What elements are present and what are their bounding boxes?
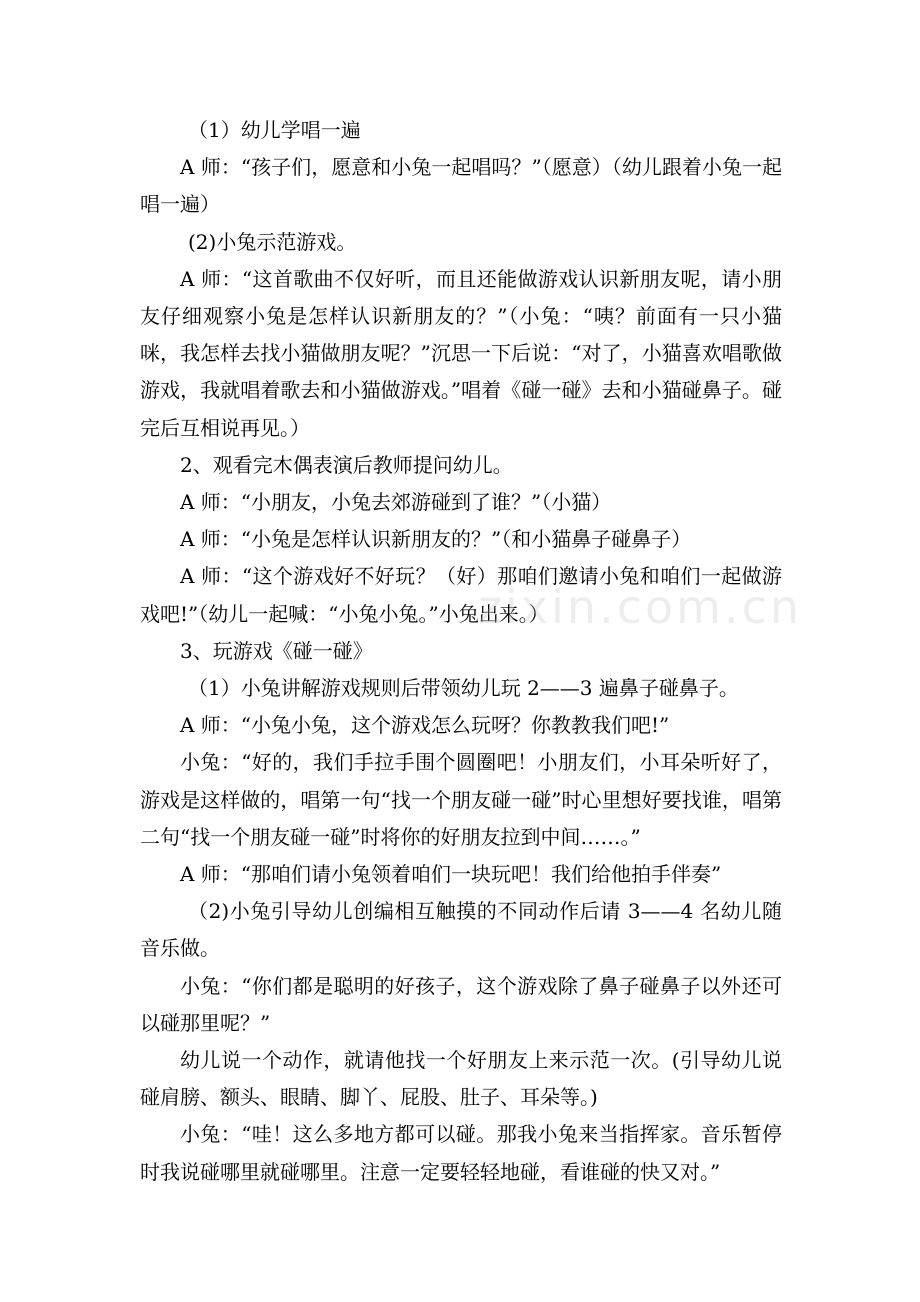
paragraph: A 师：“小朋友，小兔去郊游碰到了谁？”（小猫） xyxy=(180,490,612,515)
paragraph: （1）小兔讲解游戏规则后带领幼儿玩 2——3 遍鼻子碰鼻子。 xyxy=(188,676,739,701)
paragraph: 小兔：“哇！这么多地方都可以碰。那我小兔来当指挥家。音乐暂停时我说碰哪里就碰哪里。注意一定要轻轻地碰，看谁碰的快又对。” xyxy=(140,1122,782,1184)
document-body xyxy=(140,112,782,1191)
paragraph: (2)小兔示范游戏。 xyxy=(188,229,357,254)
paragraph: 小兔：“你们都是聪明的好孩子，这个游戏除了鼻子碰鼻子以外还可以碰那里呢？” xyxy=(140,973,782,1035)
paragraph: A 师：“小兔小兔，这个游戏怎么玩呀？你教教我们吧!” xyxy=(180,713,670,738)
paragraph: A 师：“这首歌曲不仅好听，而且还能做游戏认识新朋友呢，请小朋友仔细观察小兔是怎样认识新朋友的？”（小兔：“咦？前面有一只小猫咪，我怎样去找小猫做朋友呢？”沉思一下后说：“对了，小猫喜欢唱歌做游戏，我就唱着歌去和小猫做游戏。”唱着《碰一碰》去和小猫碰鼻子。碰完后互相说再见。） xyxy=(140,266,782,440)
paragraph: 2、观看完木偶表演后教师提问幼儿。 xyxy=(180,452,513,477)
paragraph: （2)小兔引导幼儿创编相互触摸的不同动作后请 3——4 名幼儿随音乐做。 xyxy=(140,899,782,961)
paragraph: 幼儿说一个动作，就请他找一个好朋友上来示范一次。(引导幼儿说碰肩膀、额头、眼睛、脚丫、屁股、肚子、耳朵等。) xyxy=(140,1048,782,1110)
paragraph: A 师：“那咱们请小兔领着咱们一块玩吧！我们给他拍手伴奏” xyxy=(180,862,722,887)
watermark: zixin.com.cn xyxy=(478,580,803,634)
paragraph: 小兔：“好的，我们手拉手围个圆圈吧！小朋友们，小耳朵听好了，游戏是这样做的，唱第一句“找一个朋友碰一碰”时心里想好要找谁，唱第二句“找一个朋友碰一碰”时将你的好朋友拉到中间……。” xyxy=(140,750,782,849)
paragraph: （1）幼儿学唱一遍 xyxy=(188,118,361,142)
paragraph: 3、玩游戏《碰一碰》 xyxy=(180,638,373,663)
paragraph: A 师：“孩子们，愿意和小兔一起唱吗？”（愿意）（幼儿跟着小兔一起唱一遍） xyxy=(140,155,782,217)
paragraph: A 师：“小兔是怎样认识新朋友的？”（和小猫鼻子碰鼻子） xyxy=(180,527,692,552)
paragraph: A 师：“这个游戏好不好玩？（好）那咱们邀请小兔和咱们一起做游戏吧!”（幼儿一起喊：“小兔小兔。”小兔出来。） xyxy=(140,564,782,626)
